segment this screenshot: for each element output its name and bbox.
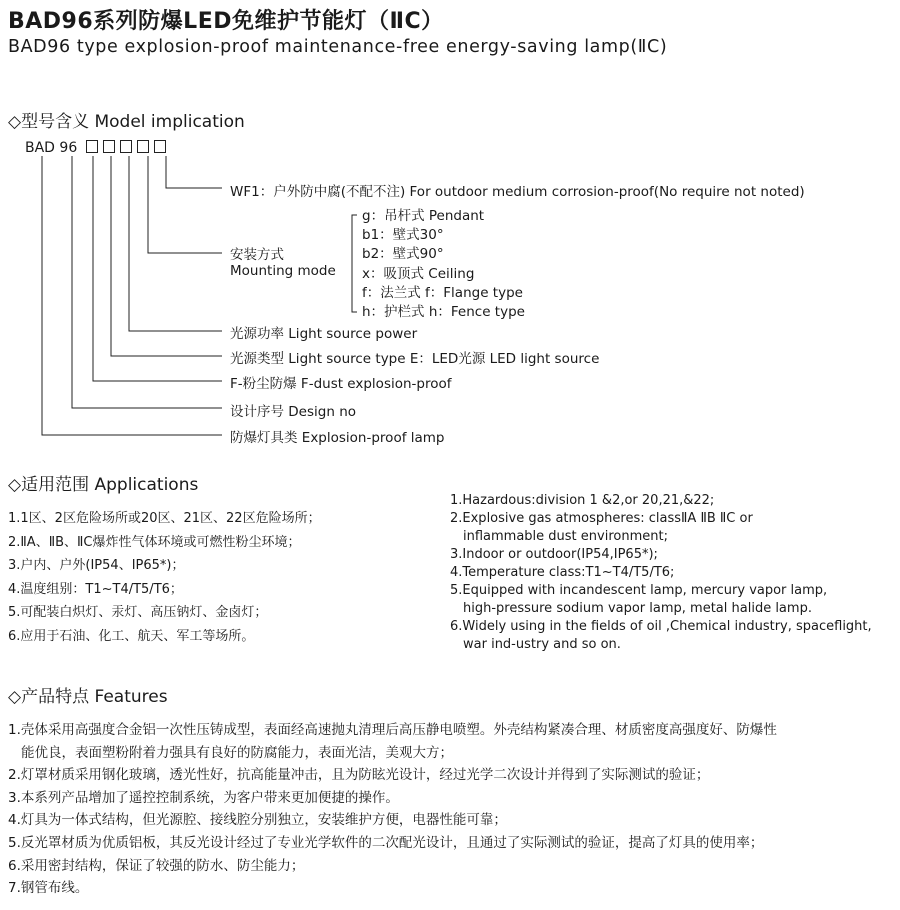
list-item: 2.Explosive gas atmospheres: classⅡA ⅡB ⅡC or	[450, 511, 753, 526]
model-category: 防爆灯具类 Explosion-proof lamp	[230, 430, 445, 446]
list-item: 1.1区、2区危险场所或20区、21区、22区危险场所；	[8, 511, 321, 526]
list-item: 3.Indoor or outdoor(IP54,IP65*);	[450, 547, 658, 562]
applications-en-list	[450, 492, 872, 654]
list-item: 3.本系列产品增加了遥控控制系统，为客户带来更加便捷的操作。	[8, 789, 399, 806]
list-item: 6.采用密封结构，保证了较强的防水、防尘能力；	[8, 857, 305, 874]
list-item: 1.壳体采用高强度合金铝一次性压铸成型，表面经高速抛丸清理后高压静电喷塑。外壳结构紧凑合理、材质密度高强度好、防爆性	[8, 722, 777, 738]
model-power: 光源功率 Light source power	[230, 326, 418, 342]
model-heading: ◇型号含义 Model implication	[8, 112, 245, 132]
mount-option: x：吸顶式 Ceiling	[362, 265, 475, 282]
mount-option: h：护栏式 h：Fence type	[362, 304, 525, 321]
list-item: 2.ⅡA、ⅡB、ⅡC爆炸性气体环境或可燃性粉尘环境；	[8, 534, 301, 550]
mount-option: b2：壁式90°	[362, 246, 444, 263]
model-wf1: WF1：户外防中腐(不配不注) For outdoor medium corrosion-proof(No require not noted)	[230, 184, 805, 200]
page-title: BAD96系列防爆LED免维护节能灯（ⅡC）	[8, 9, 444, 34]
features-list	[8, 719, 777, 900]
list-item: high-pressure sodium vapor lamp, metal halide lamp.	[463, 601, 812, 616]
list-item: war ind-ustry and so on.	[463, 637, 621, 652]
applications-heading: ◇适用范围 Applications	[8, 475, 199, 495]
list-item: 5.反光罩材质为优质铝板，其反光设计经过了专业光学软件的二次配光设计，且通过了实际测试的验证，提高了灯具的使用率；	[8, 834, 764, 851]
list-item: 2.灯罩材质采用钢化玻璃，透光性好，抗高能量冲击，且为防眩光设计，经过光学二次设计并得到了实际测试的验证；	[8, 767, 710, 784]
list-item: 5.Equipped with incandescent lamp, mercury vapor lamp,	[450, 583, 828, 598]
list-item: 4.温度组别：T1~T4/T5/T6；	[8, 581, 183, 597]
list-item: 5.可配装白炽灯、汞灯、高压钠灯、金卤灯；	[8, 605, 268, 620]
mount-options	[362, 207, 525, 322]
model-code-text: BAD 96	[25, 140, 78, 156]
features-heading: ◇产品特点 Features	[8, 687, 168, 707]
list-item: 6.应用于石油、化工、航天、军工等场所。	[8, 628, 255, 644]
page-subtitle: BAD96 type explosion-proof maintenance-free energy-saving lamp(ⅡC)	[8, 37, 668, 57]
list-item: 能优良，表面塑粉附着力强具有良好的防腐能力，表面光洁，美观大方；	[21, 744, 453, 761]
list-item: 6.Widely using in the fields of oil ,Chemical industry, spaceflight,	[450, 619, 872, 634]
mount-label-cn: 安装方式	[230, 247, 284, 263]
model-type: 光源类型 Light source type E：LED光源 LED light source	[230, 351, 600, 367]
list-item: inflammable dust environment;	[463, 529, 668, 544]
mount-option: f：法兰式 f：Flange type	[362, 284, 523, 301]
list-item: 4.灯具为一体式结构，但光源腔、接线腔分别独立，安装维护方便，电器性能可靠；	[8, 812, 507, 829]
model-dust: F-粉尘防爆 F-dust explosion-proof	[230, 376, 452, 392]
mount-option: b1：壁式30°	[362, 227, 444, 244]
mount-option: g：吊杆式 Pendant	[362, 208, 485, 224]
list-item: 7.钢管布线。	[8, 880, 89, 897]
list-item: 4.Temperature class:T1~T4/T5/T6;	[450, 565, 675, 580]
list-item: 1.Hazardous:division 1 &2,or 20,21,&22;	[450, 493, 715, 508]
applications-cn-list	[8, 507, 321, 648]
mount-label-en: Mounting mode	[230, 263, 336, 279]
list-item: 3.户内、户外(IP54、IP65*)；	[8, 558, 185, 573]
model-design: 设计序号 Design no	[230, 404, 357, 420]
